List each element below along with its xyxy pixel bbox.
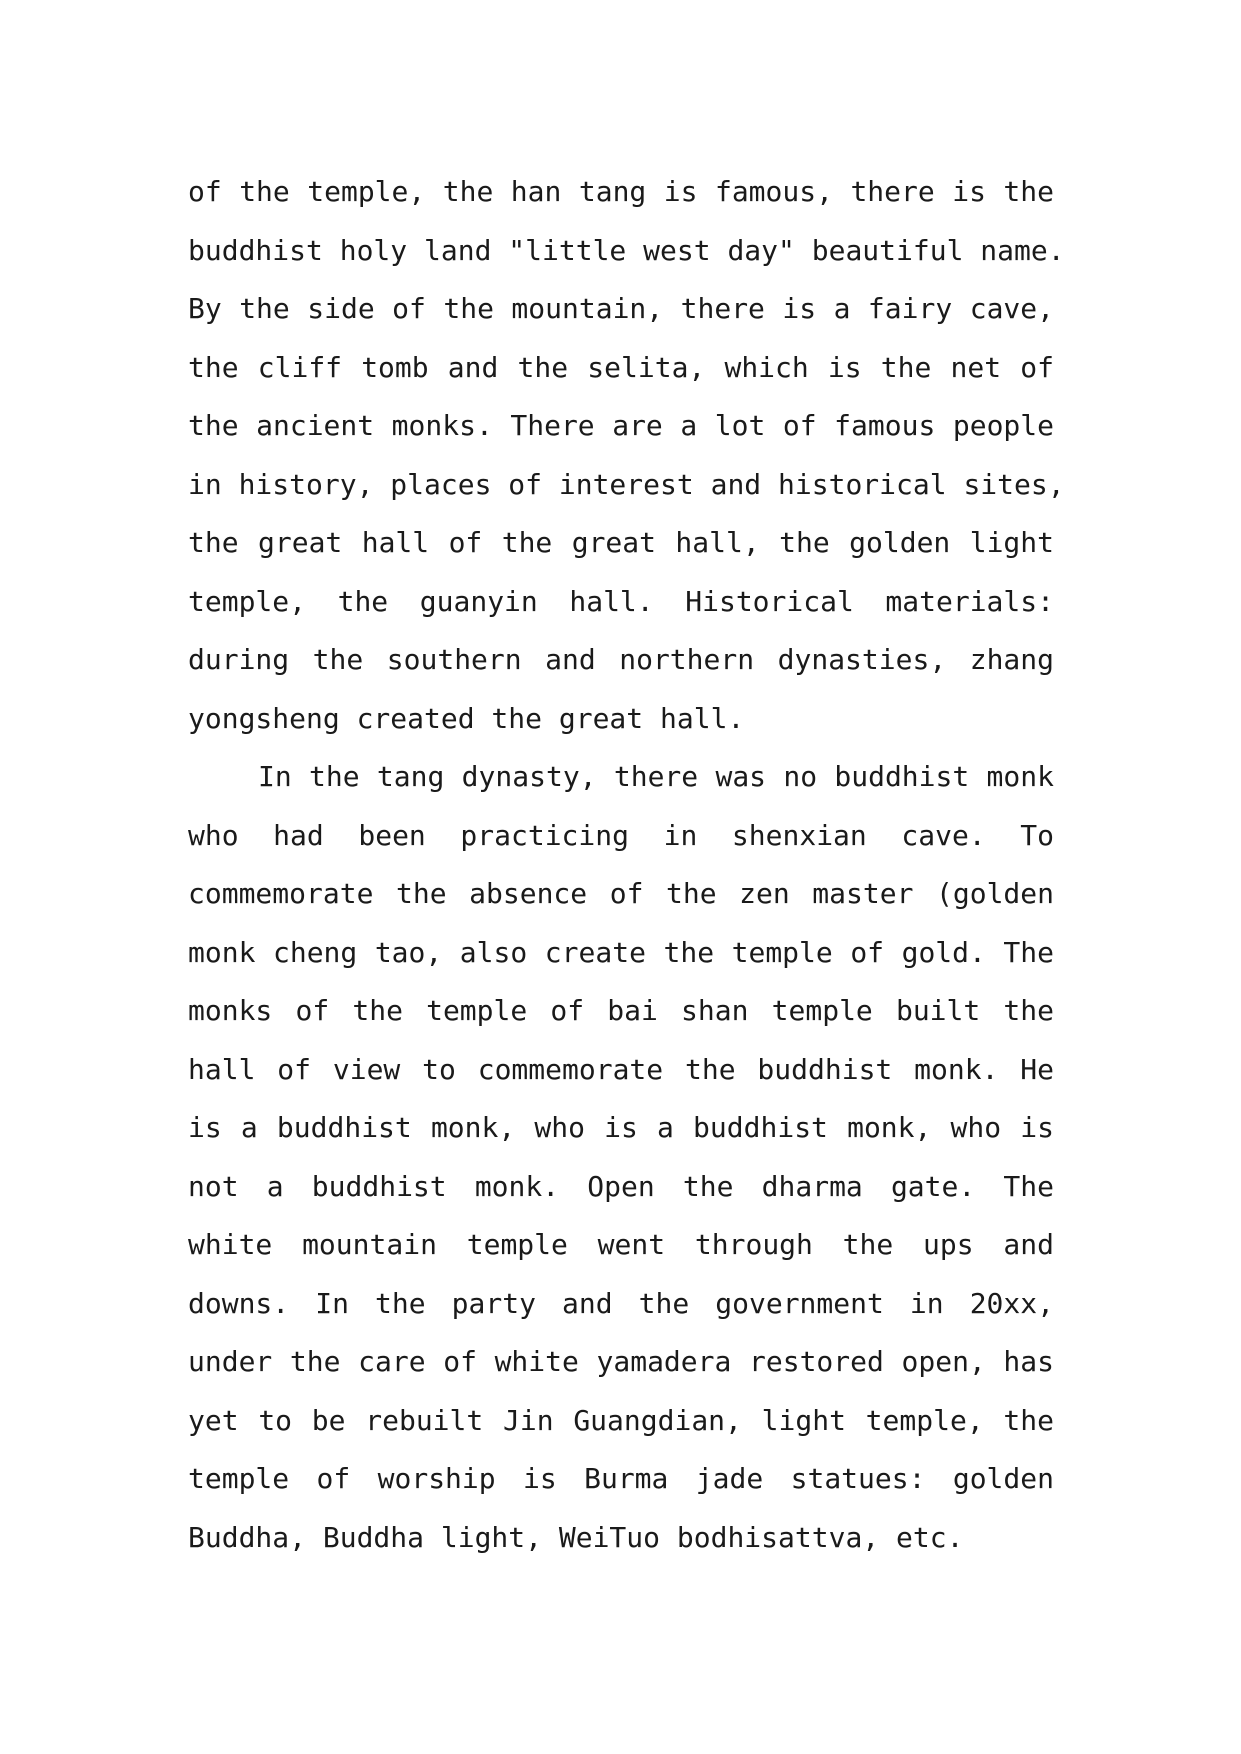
text-line: temple of worship is Burma jade statues: golden [188,1462,1054,1495]
text-line: By the side of the mountain, there is a fairy cave, [188,292,1054,325]
text-line: Buddha, Buddha light, WeiTuo bodhisattva, etc. [188,1520,964,1554]
text-line: yongsheng created the great hall. [188,701,745,735]
text-line: the ancient monks. There are a lot of famous people [188,409,1054,442]
text-line: buddhist holy land "little west day" beautiful name. [188,233,1065,267]
text-line: monks of the temple of bai shan temple built the [188,994,1054,1027]
text-line: of the temple, the han tang is famous, there is the [188,175,1054,208]
text-line: the cliff tomb and the selita, which is the net of [188,350,1054,384]
text-line: hall of view to commemorate the buddhist monk. He [188,1052,1054,1086]
text-line: the great hall of the great hall, the golden light [188,526,1054,559]
text-line: monk cheng tao, also create the temple of gold. The [188,935,1054,969]
text-line: under the care of white yamadera restored open, has [188,1345,1054,1378]
text-line: downs. In the party and the government in 20xx, [188,1286,1054,1320]
body-text [188,163,1065,1567]
text-line: yet to be rebuilt Jin Guangdian, light temple, the [188,1403,1054,1437]
text-line: commemorate the absence of the zen master (golden [188,877,1054,910]
text-line: temple, the guanyin hall. Historical materials: [188,584,1054,618]
text-line: in history, places of interest and historical sites, [188,467,1065,501]
text-line: is a buddhist monk, who is a buddhist monk, who is [188,1111,1054,1144]
text-line: not a buddhist monk. Open the dharma gate. The [188,1169,1054,1203]
text-line: In the tang dynasty, there was no buddhist monk [258,760,1054,793]
text-line: during the southern and northern dynasties, zhang [188,643,1054,676]
text-line: white mountain temple went through the ups and [188,1228,1054,1261]
text-line: who had been practicing in shenxian cave. To [188,818,1054,852]
